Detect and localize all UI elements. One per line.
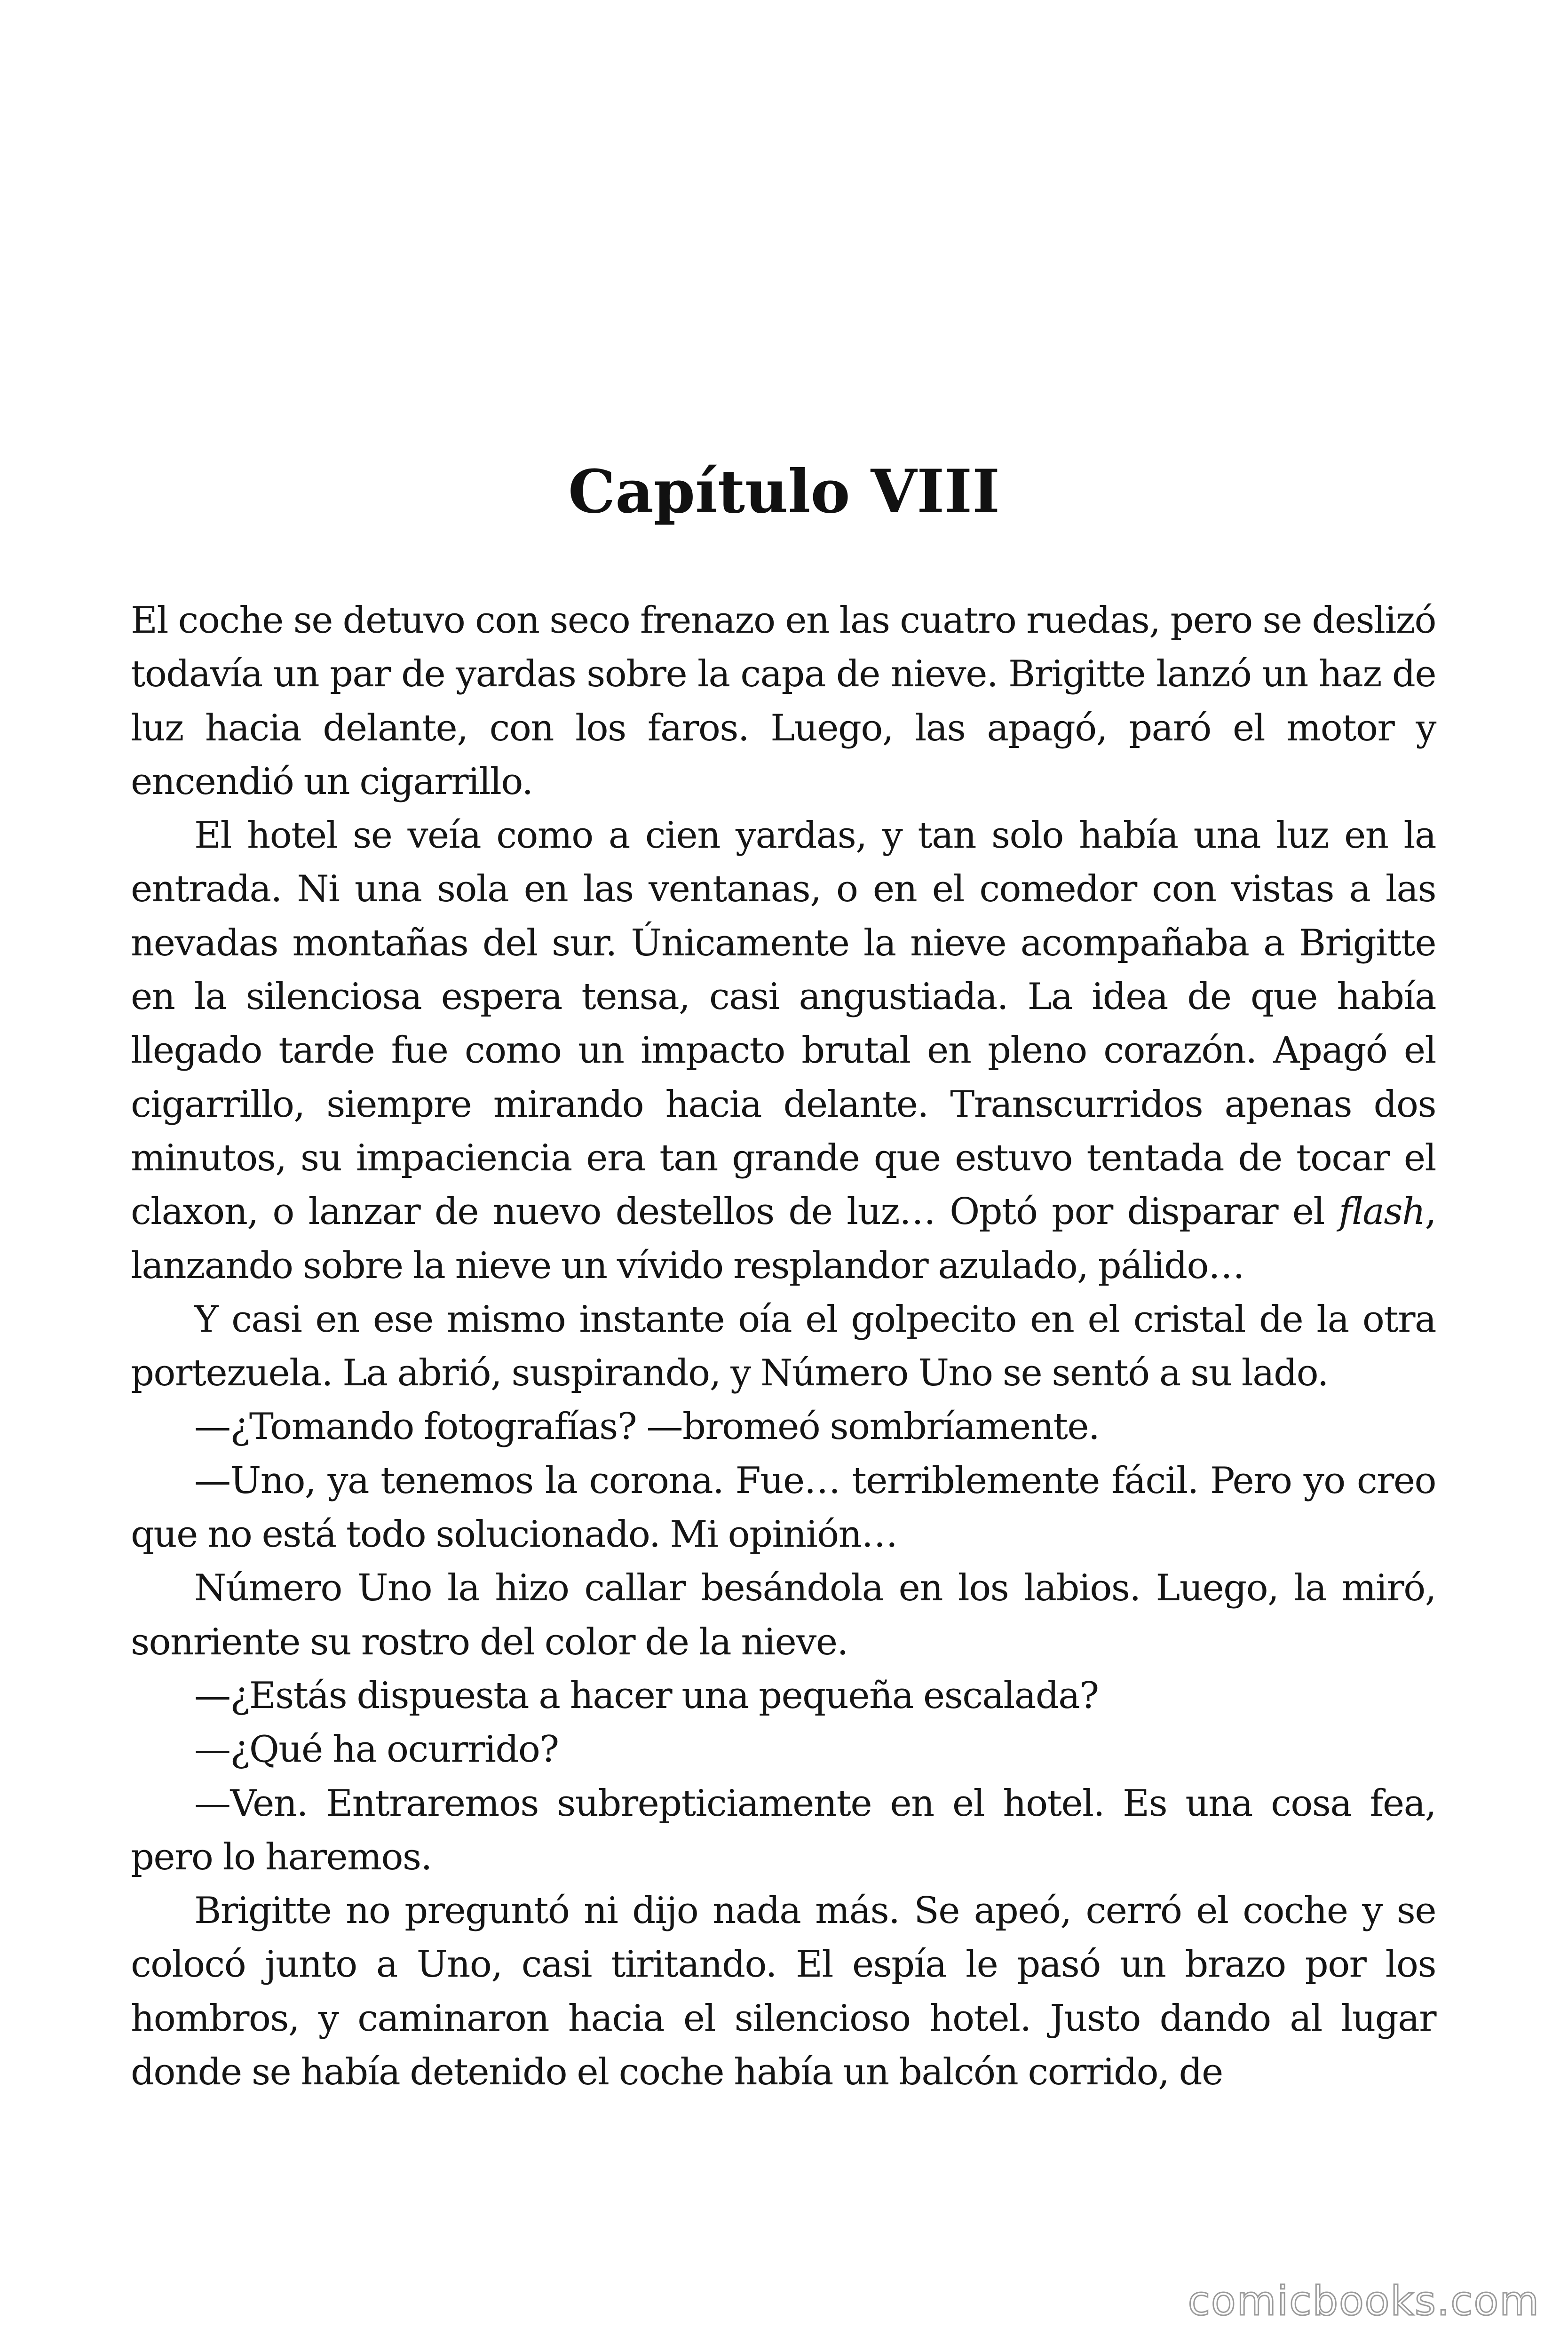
watermark: comicbooks.com: [1188, 2278, 1540, 2325]
paragraph-text: —Ven. Entraremos subrepticiamente en el hotel. Es una cosa fea, pero lo haremos.: [131, 1782, 1436, 1878]
paragraph-text: —¿Estás dispuesta a hacer una pequeña escalada?: [194, 1674, 1099, 1717]
italic-word: flash: [1338, 1191, 1425, 1233]
paragraph-text: Y casi en ese mismo instante oía el golpecito en el cristal de la otra portezuela. La abrió, suspirando, y Número Uno se sentó a su lado.: [131, 1298, 1436, 1395]
dialogue-line: [131, 1777, 1436, 1884]
paragraph-text: Número Uno la hizo callar besándola en los labios. Luego, la miró, sonriente su rostro del color de la nieve.: [131, 1567, 1436, 1663]
chapter-body: [131, 594, 1436, 2099]
dialogue-line: [131, 1400, 1436, 1454]
paragraph-text-continued: , lanzando sobre la nieve un vívido resplandor azulado, pálido…: [131, 1191, 1436, 1287]
paragraph-text: —Uno, ya tenemos la corona. Fue… terriblemente fácil. Pero yo creo que no está todo solucionado. Mi opinión…: [131, 1459, 1436, 1556]
dialogue-line: [131, 1669, 1436, 1723]
paragraph: [131, 809, 1436, 1293]
paragraph-text: Brigitte no preguntó ni dijo nada más. Se apeó, cerró el coche y se colocó junto a Uno, casi tiritando. El espía le pasó un brazo por los hombros, y caminaron hacia el silencioso hotel. Justo dando al lugar donde se había detenido el coche había un balcón corrido, de: [131, 1890, 1436, 2094]
paragraph: [131, 1293, 1436, 1400]
paragraph-text: El coche se detuvo con seco frenazo en las cuatro ruedas, pero se deslizó todavía un par de yardas sobre la capa de nieve. Brigitte lanzó un haz de luz hacia delante, con los faros. Luego, las apagó, paró el motor y encendió un cigarrillo.: [131, 599, 1436, 803]
dialogue-line: [131, 1454, 1436, 1562]
paragraph-text: El hotel se veía como a cien yardas, y tan solo había una luz en la entrada. Ni una sola en las ventanas, o en el comedor con vistas a las nevadas montañas del sur. Únicamente la nieve acompañaba a Brigitte en la silenciosa espera tensa, casi angustiada. La idea de que había llegado tarde fue como un impacto brutal en pleno corazón. Apagó el cigarrillo, siempre mirando hacia delante. Transcurridos apenas dos minutos, su impaciencia era tan grande que estuvo tentada de tocar el claxon, o lanzar de nuevo destellos de luz… Optó por disparar el: [131, 814, 1436, 1233]
paragraph: [131, 594, 1436, 809]
paragraph-text: —¿Tomando fotografías? —bromeó sombríamente.: [194, 1406, 1100, 1448]
paragraph: [131, 1561, 1436, 1669]
chapter-title: Capítulo VIII: [568, 457, 1000, 526]
paragraph-text: —¿Qué ha ocurrido?: [194, 1728, 559, 1771]
dialogue-line: [131, 1723, 1436, 1776]
paragraph: [131, 1884, 1436, 2099]
